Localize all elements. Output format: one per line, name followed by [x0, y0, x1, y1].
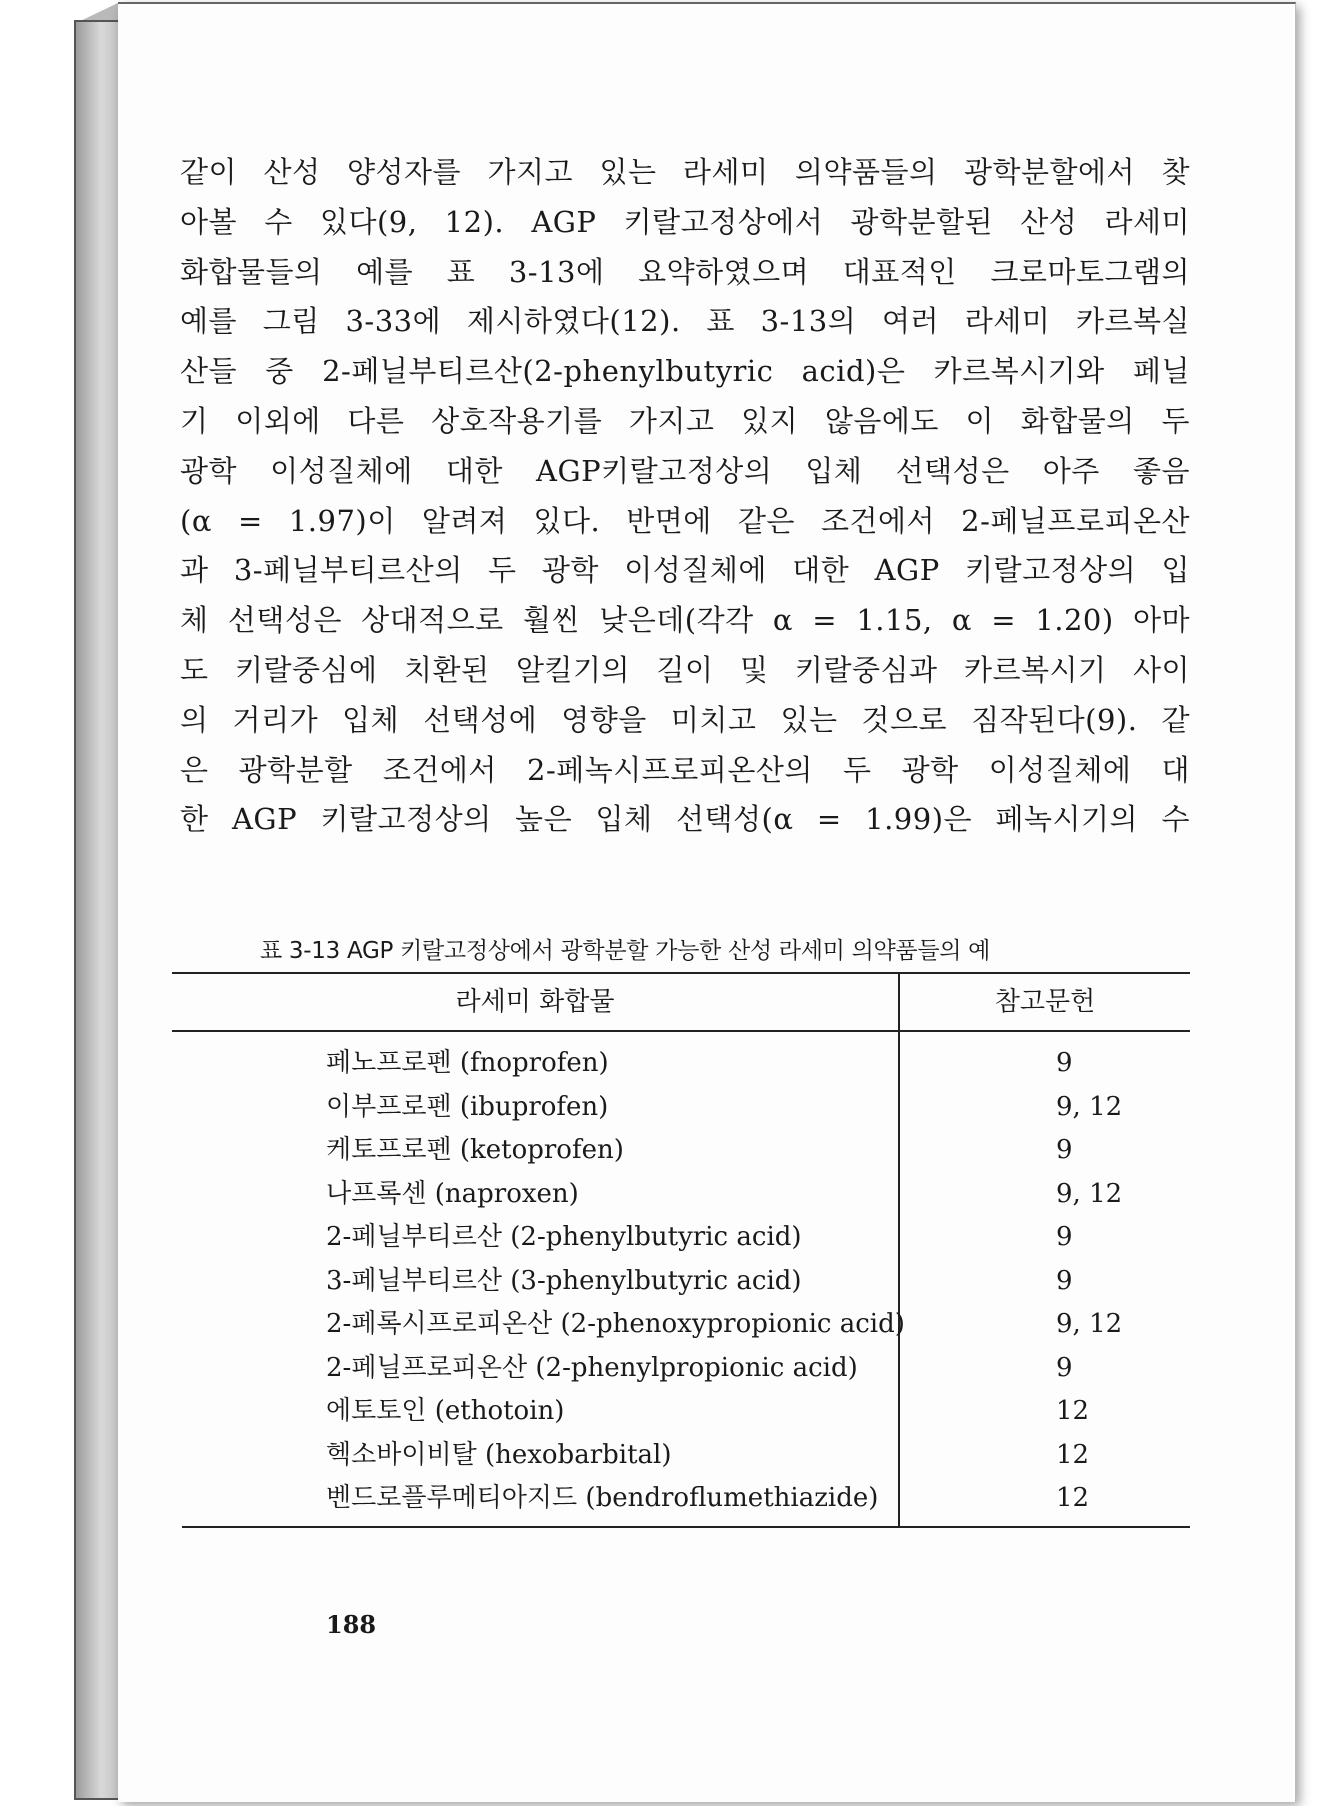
reference-cell: 9 — [1056, 1135, 1073, 1165]
paragraph-line: 기 이외에 다른 상호작용기를 가지고 있지 않음에도 이 화합물의 두 — [180, 403, 1190, 438]
reference-cell: 12 — [1056, 1483, 1090, 1513]
table-row — [0, 1390, 1318, 1434]
reference-cell: 9, 12 — [1056, 1091, 1123, 1122]
paragraph-line: 화합물들의 예를 표 3-13에 요약하였으며 대표적인 크로마토그램의 — [180, 254, 1190, 289]
body-paragraph — [180, 148, 1190, 845]
compound-cell: 페노프로펜 (fnoprofen) — [326, 1048, 609, 1078]
table-header-compound: 라세미 화합물 — [455, 987, 615, 1017]
paragraph-line: 같이 산성 양성자를 가지고 있는 라세미 의약품들의 광학분할에서 찾 — [180, 155, 1190, 189]
table-row — [0, 1086, 1318, 1130]
page-number: 188 — [326, 1610, 377, 1639]
compound-cell: 헥소바이비탈 (hexobarbital) — [326, 1439, 672, 1470]
paragraph-line: (α = 1.97)이 알려져 있다. 반면에 같은 조건에서 2-페닐프로피온산 — [180, 503, 1190, 538]
table-row — [0, 1347, 1318, 1391]
table-header-reference: 참고문헌 — [994, 987, 1096, 1017]
paragraph-line: 의 거리가 입체 선택성에 영향을 미치고 있는 것으로 짐작된다(9). 같 — [180, 702, 1190, 737]
reference-cell: 12 — [1056, 1396, 1090, 1426]
table-bottom-rule — [182, 1526, 1190, 1528]
compound-cell: 나프록센 (naproxen) — [326, 1178, 579, 1209]
compound-cell: 3-페닐부티르산 (3-phenylbutyric acid) — [326, 1265, 802, 1296]
paragraph-line: 과 3-페닐부티르산의 두 광학 이성질체에 대한 AGP 키랄고정상의 입 — [180, 553, 1190, 588]
table-row — [0, 1042, 1318, 1086]
table-body — [0, 1042, 1318, 1521]
reference-cell: 9 — [1056, 1048, 1073, 1078]
compound-cell: 벤드로플루메티아지드 (bendroflumethiazide) — [326, 1483, 879, 1513]
compound-cell: 에토토인 (ethotoin) — [326, 1396, 565, 1426]
table-row — [0, 1129, 1318, 1173]
table-row — [0, 1260, 1318, 1304]
reference-cell: 9 — [1056, 1222, 1073, 1252]
table-row — [0, 1477, 1318, 1521]
table-row — [0, 1173, 1318, 1217]
paragraph-line: 한 AGP 키랄고정상의 높은 입체 선택성(α = 1.99)은 페녹시기의 수 — [180, 802, 1190, 837]
book-spine — [74, 20, 120, 1800]
table-row — [0, 1216, 1318, 1260]
compound-cell: 케토프로펜 (ketoprofen) — [326, 1135, 624, 1165]
reference-cell: 9, 12 — [1056, 1309, 1123, 1339]
paragraph-line: 광학 이성질체에 대한 AGP키랄고정상의 입체 선택성은 아주 좋음 — [180, 453, 1190, 488]
table-row — [0, 1434, 1318, 1478]
reference-cell: 9, 12 — [1056, 1178, 1123, 1209]
paragraph-line: 아볼 수 있다(9, 12). AGP 키랄고정상에서 광학분할된 산성 라세미 — [180, 204, 1190, 239]
paragraph-line: 도 키랄중심에 치환된 알킬기의 길이 및 키랄중심과 카르복시기 사이 — [180, 652, 1190, 687]
paragraph-line: 예를 그림 3-33에 제시하였다(12). 표 3-13의 여러 라세미 카르복실 — [180, 304, 1190, 339]
compound-cell: 이부프로펜 (ibuprofen) — [326, 1091, 609, 1122]
compound-cell: 2-페닐프로피온산 (2-phenylpropionic acid) — [326, 1352, 858, 1383]
reference-cell: 9 — [1056, 1352, 1073, 1383]
table-row — [0, 1303, 1318, 1347]
compound-cell: 2-페닐부티르산 (2-phenylbutyric acid) — [326, 1222, 802, 1252]
paragraph-line: 은 광학분할 조건에서 2-페녹시프로피온산의 두 광학 이성질체에 대 — [180, 752, 1190, 787]
reference-cell: 9 — [1056, 1265, 1073, 1296]
compound-cell: 2-페록시프로피온산 (2-phenoxypropionic acid) — [326, 1309, 905, 1339]
paragraph-line: 체 선택성은 상대적으로 훨씬 낮은데(각각 α = 1.15, α = 1.20) 아마 — [180, 603, 1190, 638]
paragraph-line: 산들 중 2-페닐부티르산(2-phenylbutyric acid)은 카르복시기와 페닐 — [180, 354, 1190, 389]
reference-cell: 12 — [1056, 1439, 1090, 1470]
table-caption: 표 3-13 AGP 키랄고정상에서 광학분할 가능한 산성 라세미 의약품들의 예 — [260, 938, 991, 964]
